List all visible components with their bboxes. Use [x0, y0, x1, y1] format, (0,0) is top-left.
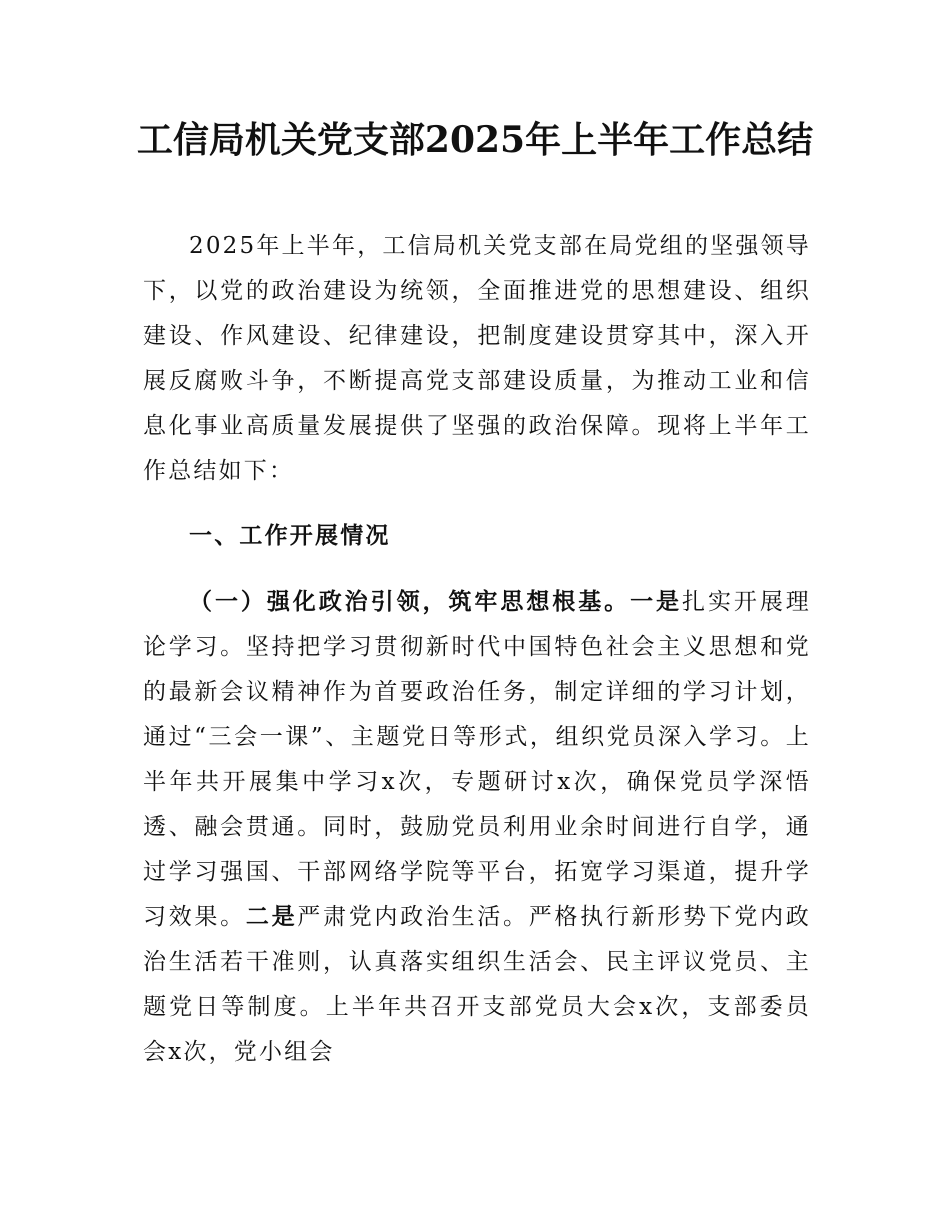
subsection-paragraph — [143, 580, 811, 1075]
document-body — [143, 224, 811, 1075]
point-label: 二是 — [245, 904, 298, 930]
document-title: 工信局机关党支部2025年上半年工作总结 — [136, 119, 814, 161]
intro-paragraph: 2025年上半年，工信局机关党支部在局党组的坚强领导下，以党的政治建设为统领，全面推进党的思想建设、组织建设、作风建设、纪律建设，把制度建设贯穿其中，深入开展反腐败斗争，不断提高党支部建设质量，为推动工业和信息化事业高质量发展提供了坚强的政治保障。现将上半年工作总结如下： — [143, 233, 811, 484]
point-text: 严肃党内政治生活。严格执行新形势下党内政治生活若干准则，认真落实组织生活会、民主评议党员、主题党日等制度。上半年共召开支部党员大会x次，支部委员会x次，党小组会 — [143, 904, 812, 1065]
subsection-heading: （一）强化政治引领，筑牢思想根基。 — [189, 589, 631, 615]
point-label: 一是 — [630, 589, 683, 615]
section-heading: 一、工作开展情况 — [189, 523, 391, 549]
point-text: 扎实开展理论学习。坚持把学习贯彻新时代中国特色社会主义思想和党的最新会议精神作为首要政治任务，制定详细的学习计划，通过“三会一课”、主题党日等形式，组织党员深入学习。上半年共开展集中学习x次，专题研讨x次，确保党员学深悟透、融会贯通。同时，鼓励党员利用业余时间进行自学，通过学习强国、干部网络学院等平台，拓宽学习渠道，提升学习效果。 — [143, 589, 812, 930]
